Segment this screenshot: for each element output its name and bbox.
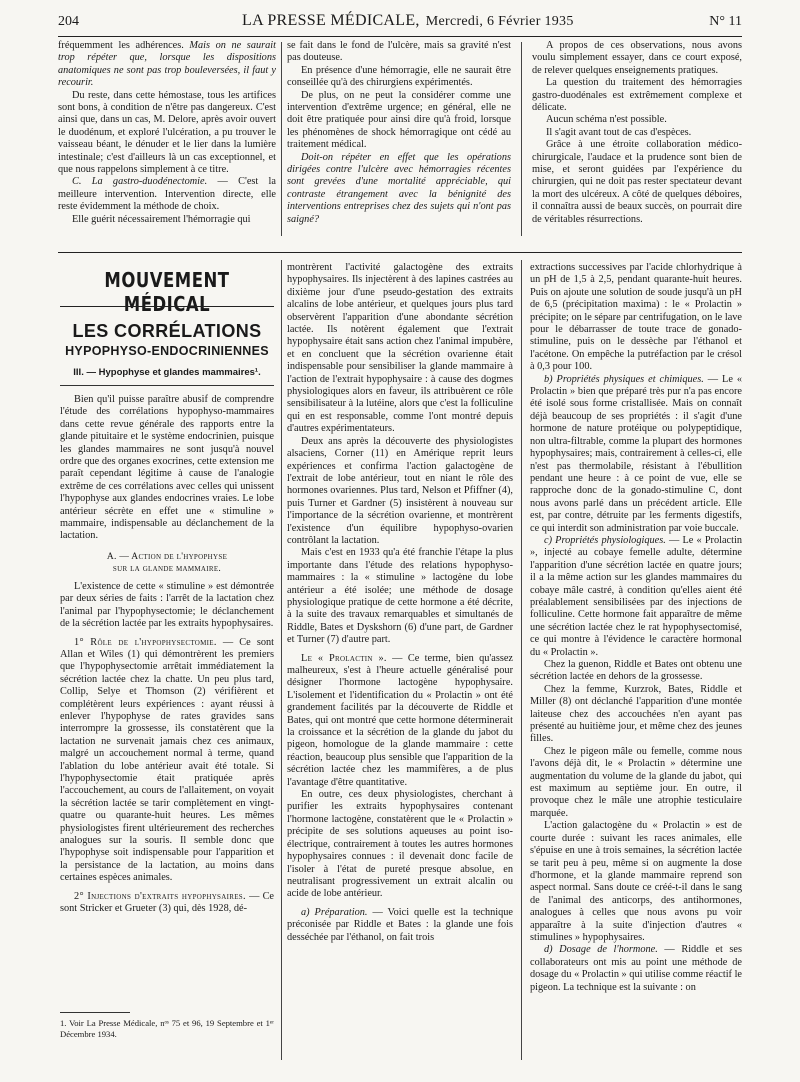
paragraph-label: Le « Prolactin ». — [301, 652, 387, 664]
heading-line: A. — Action de l'hypophyse — [106, 551, 228, 562]
title-line-2: HYPOPHYSO-ENDOCRINIENNES — [65, 344, 269, 358]
paragraph: Deux ans après la découverte des physiologistes alsaciens, Corner (11) en Amérique reprit leurs expériences et confirma l'action galactogène de l'extrait de lobe antérieur, tout en niant le rôle des hormones ovariennes. Plus tard, Nelson et Pfiffner (4), puis Turner et Gardner (5) insistèrent à nouveau sur l'importance de la sécrétion ovarienne, et montrèrent l'existence d'un équilibre hypophyso-ovarien contrôlant la lactation. — [287, 435, 513, 546]
title-rule — [60, 385, 274, 386]
paragraph: Grâce à une étroite collaboration médico-chirurgicale, l'audace et la prudence sont bien de mise, et seront guidées par l'expérience du chirurgien, qui ne doit pas rester spectateur devant la mort des ulcéreux. A côté de quelques déboires, il connaîtra aussi de beaux succès, on pourrait dire de véritables résurrections. — [532, 139, 742, 225]
text-run: fréquemment les adhérences. — [58, 40, 184, 51]
paragraph: Chez le pigeon mâle ou femelle, comme nous l'avons déjà dit, le « Prolactin » détermine une augmentation du volume de la glande du jabot, qui est maximum au septième jour. En outre, il provoque chez le mâle une atrophie testiculaire marquée. — [530, 745, 742, 819]
issue-date: Mercredi, 6 Février 1935 — [425, 14, 574, 29]
subsection-heading — [60, 551, 274, 575]
top-column-a — [58, 40, 276, 236]
italic-text: Mais on ne saurait trop répéter que, lorsque les dispositions anatomiques ne sont pas trop bouleversées, il faut y recourir. — [58, 40, 276, 89]
paragraph — [530, 535, 742, 659]
paragraph: En présence d'une hémorragie, elle ne saurait être conseillée qu'à des chirurgiens expérimentés. — [287, 64, 511, 89]
text-run: — Riddle et ses collaborateurs ont mis au point une méthode de dosage du « Prolactin » qui utilise comme réactif le pigeon. La technique est la suivante : on — [530, 944, 742, 993]
paragraph — [60, 891, 274, 916]
heading-line: sur la glande mammaire. — [112, 563, 222, 574]
paragraph — [58, 40, 276, 90]
text-run: — C'est la meilleure intervention. Intervention directe, elle reste évidemment la méthode de choix. — [58, 176, 276, 213]
paragraph: L'existence de cette « stimuline » est démontrée par deux séries de faits : l'arrêt de la lactation chez l'animal par l'hypophysectomie; le déclanchement de la sécrétion lactée par les extraits hypophysaires. — [60, 580, 274, 630]
paragraph: De plus, on ne peut la considérer comme une intervention d'extrême urgence; en général, elle ne doit être pratiquée pour ainsi dire qu'à froid, lorsque les phénomènes de shock hémorragique ont cédé au traitement médical. — [287, 89, 511, 151]
article-title — [60, 320, 274, 380]
journal-title — [242, 12, 574, 30]
paragraph: se fait dans le fond de l'ulcère, mais sa gravité n'est pas douteuse. — [287, 40, 511, 64]
footnote: 1. Voir La Presse Médicale, nᵒˢ 75 et 96, 19 Septembre et 1ᵉʳ Décembre 1934. — [60, 1018, 274, 1039]
paragraph: Bien qu'il puisse paraître abusif de comprendre l'étude des corrélations hypophyso-mammaires dans cette revue générale des rapports entre la glande pituitaire et le système endocrinien, puisque les glandes mammaires ne sont jusqu'à nouvel ordre que des organes exocrines, cette extension me paraît cependant légitime à cause de l'analogie extrême de ces corrélations avec celles qui unissent l'hypophyse aux glandes endocrines vraies. Le lobe antérieur sécrète en effet une « stimuline » mammaire, indispensable au déclanchement de la lactation. — [60, 394, 274, 542]
paragraph: Mais c'est en 1933 qu'a été franchie l'étape la plus importante dans l'étude des relations hypophyso-mammaires : la « stimuline » lactogène du lobe antérieur a été isolée; une méthode de dosage physiologique pratique de cette hormone a été décrite, à la suite des travaux remarquables et simultanés de Riddle, Bates et Dyskshorn (6) d'une part, de Gardner et Turner (7) d'autre part. — [287, 547, 513, 646]
section-banner: MOUVEMENT MÉDICAL — [104, 268, 230, 316]
paragraph-label: c) Propriétés physiologiques. — [544, 534, 666, 546]
paragraph: L'action galactogène du « Prolactin » est de courte durée : suivant les races animales, elle s'épuise en une à trois semaines, la sécrétion lactée se tarit peu à peu, même si on augmente la dose d'hormone, et la glande mammaire reprend son aspect normal. Sans doute ce créé-t-il dans le sang de l'animal des anticorps, des antihormones, analogues à celles que nous avons pu voir apparaître à la suite d'injection d'autres « stimulines » hypophysaires. — [530, 820, 742, 943]
paragraph: En outre, ces deux physiologistes, cherchant à purifier les extraits hypophysaires contenant l'hormone lactogène, constatèrent que le « Prolactin » précipite de ses solutions aqueuses au point iso-électrique, contrairement à toutes les autres hormones hypophysaires connues : il devenait donc facile de l'isoler à l'état de pureté presque absolue, en neutralisant progressivement un extrait alcalin ou acide de lobe antérieur. — [287, 789, 513, 900]
paragraph: Doit-on répéter en effet que les opérations dirigées contre l'ulcère avec hémorragies récentes sont grevées d'une mortalité appréciable, qui contraste étrangement avec la bénignité des interventions entreprises chez des sujets qui n'ont pas saigné? — [287, 151, 511, 225]
paragraph-label: b) Propriétés physiques et chimiques. — [544, 373, 704, 385]
page-number: 204 — [58, 14, 79, 29]
column-divider — [281, 42, 282, 236]
paragraph: Chez la guenon, Riddle et Bates ont obtenu une sécrétion lactée en dehors de la grossesse. — [530, 659, 742, 683]
section-rule — [58, 252, 742, 253]
paragraph-label: 2° Injections d'extraits hypophysaires. — [74, 890, 246, 902]
paragraph: Chez la femme, Kurzrok, Bates, Riddle et Miller (8) ont déclanché l'apparition d'une montée laiteuse chez des accouchées n'en ayant pas présenté au huitième jour, et même chez des jeunes filles. — [530, 683, 742, 745]
paragraph — [287, 907, 513, 944]
top-column-c — [532, 40, 742, 236]
paragraph: Aucun schéma n'est possible. — [546, 114, 667, 126]
body-column-2 — [287, 262, 513, 1062]
paragraph-label: 1° Rôle de l'hypophysectomie. — [74, 636, 217, 648]
column-divider — [521, 42, 522, 236]
paragraph: La question du traitement des hémorragies gastro-duodénales est extrêmement complexe et délicate. — [532, 77, 742, 114]
paragraph: extractions successives par l'acide chlorhydrique à un pH de 1,5 à 2,5, pendant quarante-huit heures. Puis on ajoute une solution de soude jusqu'à un pH de 6,5 (précipitation maxima) : le « Prolactin » précipite; on le sépare par centrifugation, on le lave pour le débarrasser de toute trace de gonado-stimuline, puis on le dessèche par l'éthanol et l'acétone. On empêche la putréfaction par le crésol à 0,3 pour 100. — [530, 262, 742, 373]
paragraph: montrèrent l'activité galactogène des extraits hypophysaires. Ils injectèrent à des lapines castrées au dixième jour d'une pseudo-gestation des extraits alcalins de lobe antérieur, et quelques jours plus tard observèrent l'apparition d'une abondante sécrétion lactée. Ils notèrent également que l'extrait hypophysaire était sans action chez l'animal impubère, et en concluent que la sécrétion ovarienne était indispensable pour sensibiliser la glande mammaire à l'action de l'extrait hypophysaire : à cause des dogmes physiologiques alors en faveur, ils attribuèrent ce rôle sensibilisateur à la lutéine, alors que c'est la folliculine qui en est responsable, comme l'ont montré depuis d'autres expérimentateurs. — [287, 262, 513, 435]
text-run: — Le « Prolactin » bien que préparé très pur n'a pas encore été isolé sous forme cristallisée. Mais on connaît déjà beaucoup de ses propriétés : il s'agit d'une hormone de nature protéique ou polypeptidique, non ultra-filtrable, comme la plupart des hormones hypophysaires; mais, contrairement à celles-ci, elle n'est pas thermolabile, résistant à l'ébullition pendant une heure : à ce point de vue, elle se rapproche donc de la gonado-stimuline C, dont nous avons parlé dans un précédent article. Elle est, par contre, détruite par les ferments digestifs, ce qui interdit son administration par voie buccale. — [530, 373, 742, 534]
paragraph-label: a) Préparation. — [301, 906, 368, 918]
paragraph: A propos de ces observations, nous avons voulu simplement essayer, dans ce court exposé, de relever quelques enseignements pratiques. — [532, 40, 742, 76]
column-divider — [281, 260, 282, 1060]
text-run: — Ce sont Allan et Wiles (1) qui démontrèrent les premiers que l'hypophysectomie arrêtait immédiatement la sécrétion lactée chez la chatte. Un peu plus tard, Collip, Selye et Thomson (2) vérifièrent et complétèrent leurs expériences : ayant réussi à enlever l'hypophyse de rates gravides sans interrompre la grossesse, ils constatèrent que la lactation ne survenait jamais chez ces animaux, malgré un accouchement normal à terme, quand l'ablation du lobe antérieur avait été totale. Si l'hypophysectomie était pratiquée après l'accouchement, au cours de l'allaitement, on voyait la sécrétion lactée se tarir complètement en vingt-quatre ou quarante-huit heures. Les mêmes physiologistes firent ultérieurement des recherches analogues sur la souris. Il semble donc que l'hypophyse soit indispensable pour l'apparition et la persistance de la lactation, au moins dans certaines espèces animales. — [60, 636, 274, 884]
paragraph — [58, 176, 276, 213]
title-line-1: LES CORRÉLATIONS — [72, 321, 262, 341]
paragraph — [530, 944, 742, 994]
running-header — [58, 12, 742, 34]
paragraph — [60, 637, 274, 885]
body-column-1 — [60, 394, 274, 1014]
paragraph: Elle guérit nécessairement l'hémorragie qui — [72, 213, 251, 225]
column-divider — [521, 260, 522, 1060]
text-run: — Voici quelle est la technique préconisée par Riddle et Bates : la glande une fois desséchée par l'éthanol, on fait trois — [287, 906, 513, 943]
banner-rule — [60, 306, 274, 307]
text-run: — Ce terme, bien qu'assez malheureux, s'est à l'heure actuelle généralisé pour désigner l'hormone lactogène hypophysaire. L'isolement et l'identification du « Prolactin » ont été grandement facilités par la découverte de Riddle et Bates, qui ont montré que cette hormone déterminerait la croissance et la sécrétion de la glande du jabot du pigeon, homologue de la glande mammaire : cette réaction, beaucoup plus sensible que l'apparition de la sécrétion lactée chez les mammifères, a de plus l'avantage d'être quantitative. — [287, 652, 514, 788]
body-column-3 — [530, 262, 742, 1062]
paragraph-label: d) Dosage de l'hormone. — [544, 944, 658, 956]
paragraph: Il s'agit avant tout de cas d'espèces. — [546, 126, 692, 138]
paragraph: Du reste, dans cette hémostase, tous les artifices sont bons, à condition de n'être pas dangereux. C'est ainsi que, dans un cas, M. Delore, après avoir ouvert le duodénum, et exploré l'ulcération, a pu trouver le vaisseau béant, le dénuder et le lier dans la lumière intestinale; c'est d'ailleurs là un cas exceptionnel, et que nous rappelons simplement à ce titre. — [58, 89, 276, 176]
paragraph-label: C. La gastro-duodénectomie. — [72, 176, 208, 188]
top-column-b — [287, 40, 511, 236]
text-run: — Le « Prolactin », injecté au cobaye femelle adulte, détermine l'apparition d'une sécrétion lactée en quatre jours; il a la même action sur les glandes mammaires du cobaye mâle castré, à condition qu'elles aient été préalablement sensibilisées par des injections de folliculine. Cette hormone fait apparaître de même une sécrétion lactée chez le rat hypophysectomisé, ce qui montre à l'évidence le caractère hormonal du « Prolactin ». — [530, 534, 742, 658]
journal-name: LA PRESSE MÉDICALE, — [242, 12, 420, 29]
paragraph — [287, 653, 513, 789]
footnote-rule — [60, 1012, 130, 1013]
text-run: — Ce sont Stricker et Grueter (3) qui, dès 1928, dé- — [60, 890, 275, 915]
paragraph — [530, 374, 742, 535]
article-subtitle: III. — Hypophyse et glandes mammaires¹. — [73, 367, 261, 378]
issue-number: N° 11 — [709, 14, 742, 29]
header-rule — [58, 36, 742, 37]
